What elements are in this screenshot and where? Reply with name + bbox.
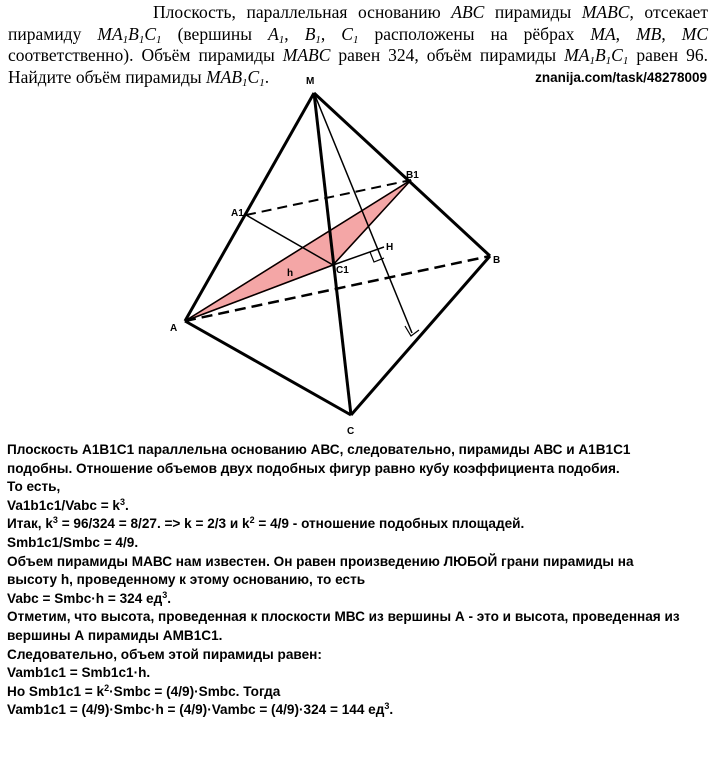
- solution-line: То есть,: [7, 479, 61, 495]
- problem-text: равен 324, объём пирамиды: [330, 45, 565, 65]
- solution-line: высоту h, проведенному к этому основанию, то есть: [7, 572, 366, 588]
- problem-text: соответственно). Объём пирамиды: [8, 45, 283, 65]
- label-c: C: [347, 426, 355, 437]
- math-b1: $B_1$: [304, 23, 321, 46]
- segment-ab1: [185, 180, 411, 321]
- solution-line: Но $Smb1c1 = k^2\cdot Smbc$ = (4/9)·Smbc. Тогда: [7, 682, 281, 699]
- edge-ac: [185, 321, 351, 415]
- solution-line: подобны. Отношение объемов двух подобных фигур равно кубу коэффициента подобия.: [7, 460, 620, 476]
- label-m: M: [306, 76, 315, 87]
- solution-line: Отметим, что высота, проведенная к плоскости МВС из вершины А - это и высота, проведенная из: [7, 609, 680, 625]
- math-c1: $C_1$: [341, 23, 359, 46]
- label-c1: C1: [336, 265, 349, 276]
- solution-line: Vamb1c1 = Smb1c1·h.: [7, 665, 151, 681]
- problem-text: , отсекает пирамиду: [8, 2, 708, 44]
- math-mc: MC: [681, 23, 709, 44]
- solution-line: Плоскость А1В1С1 параллельна основанию АВС, следовательно, пирамиды АВС и А1В1С1: [7, 442, 631, 457]
- problem-text: Плоскость, параллельная основанию: [153, 2, 452, 22]
- math-mabc: MABC: [581, 2, 630, 22]
- label-a1: A1: [231, 208, 244, 219]
- solution-line: Smb1c1/Smbc = 4/9.: [7, 534, 139, 550]
- label-b: B: [493, 255, 501, 266]
- solution-text: [7, 441, 713, 720]
- source-watermark: znanija.com/task/48278009: [535, 70, 707, 85]
- solution-line: вершины А пирамиды АМВ1С1.: [7, 627, 223, 643]
- problem-statement: Плоскость, параллельная основанию ABC пирамиды MABC, отсекает пирамиду $MA_1B_1C_1$ (вершины $A_1$, $B_1$, $C_1$ расположены на рёбрах MA, MB, MC соответственно). Объём пирамиды MABC равен 324, объём пирамиды $MA_1B_1C_1$ равен 96. Найдите объём пирамиды $MAB_1C_1$.: [8, 2, 709, 89]
- problem-text: пирамиды: [484, 2, 582, 22]
- problem-text: (вершины: [161, 23, 269, 44]
- math-ma1b1c1: $MA_1B_1C_1$: [97, 23, 162, 46]
- math-mab1c1: $MAB_1C_1$: [206, 66, 265, 89]
- right-angle-mark-bc: [405, 326, 419, 336]
- math-mabc: MABC: [282, 45, 331, 65]
- solution-line: Объем пирамиды МАВС нам известен. Он равен произведению ЛЮБОЙ грани пирамиды на: [7, 553, 634, 569]
- math-ma1b1c1: $MA_1B_1C_1$: [564, 45, 629, 67]
- solution-line: Va1b1c1/Vabc = $k^3$.: [7, 496, 129, 513]
- label-h: H: [386, 242, 394, 253]
- solution-line: Итак, $k^3 = 96/324 = 8/27$. => k = 2/3 и $k^2 = 4/9$ - отношение подобных площадей.: [7, 515, 525, 532]
- solution-line: Vamb1c1 = (4/9)·Smbc·h = (4/9)·Vambc = (4/9)·324 = 144 $ед^3$.: [7, 701, 394, 718]
- solution-line: Vabc = Smbc·h = 324 $ед^3$.: [7, 589, 172, 606]
- math-mb: MB: [636, 23, 662, 44]
- math-ma: MA: [590, 23, 616, 44]
- label-b1: B1: [406, 170, 419, 181]
- label-h-height: h: [287, 268, 294, 279]
- problem-text: равен 96. Найдите объём пирамиды: [8, 45, 708, 87]
- label-a: A: [170, 323, 178, 334]
- math-abc: ABC: [451, 2, 485, 22]
- math-a1: $A_1$: [268, 23, 285, 46]
- problem-text: расположены на рёбрах: [358, 23, 591, 44]
- edge-bc: [351, 256, 490, 415]
- solution-line: Следовательно, объем этой пирамиды равен:: [7, 646, 322, 662]
